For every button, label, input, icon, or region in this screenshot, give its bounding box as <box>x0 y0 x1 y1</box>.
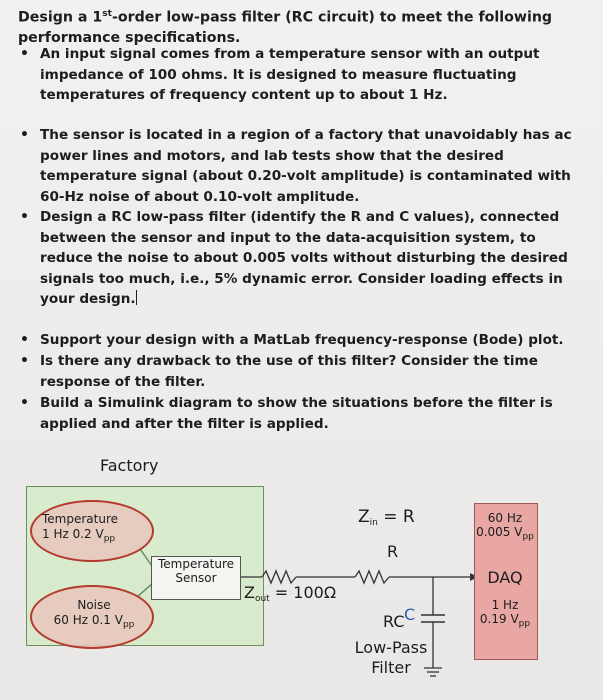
temperature-source-label: Temperature 1 Hz 0.2 $V_{pp}$ <box>42 512 119 544</box>
noise-connector <box>138 584 152 596</box>
factory-label: Factory <box>100 456 159 475</box>
list-item: • Build a Simulink diagram to show the situations before the filter is applied and after the filter is applied. <box>18 393 588 435</box>
rc-label: RC <box>383 612 405 631</box>
c-label: C <box>404 605 416 624</box>
list-item: • The sensor is located in a region of a factory that unavoidably has ac power lines and motors, and lab tests show that the desired temperature signal (about 0.20-volt amplitude) is contaminated with 60-Hz noise of about 0.10-volt amplitude. <box>18 125 588 207</box>
noise-source-label: Noise 60 Hz 0.1 $V_{pp}$ <box>53 598 135 630</box>
r-label: R <box>387 542 399 561</box>
list-item: • Is there any drawback to the use of this filter? Consider the time response of the filter. <box>18 351 588 393</box>
problem-title: Design a 1st-order low-pass filter (RC circuit) to meet the following performance specifications. <box>18 9 553 46</box>
temperature-sensor-block: Temperature Sensor <box>151 556 241 600</box>
daq-label: DAQ <box>487 568 523 587</box>
list-item: • An input signal comes from a temperature sensor with an output impedance of 100 ohms. It is designed to measure fluctuating temperatures of frequency content up to about 1 Hz. <box>18 44 588 125</box>
filter-label: Low-Pass Filter <box>354 638 428 677</box>
list-item: • Support your design with a MatLab frequency-response (Bode) plot. <box>18 330 588 351</box>
zout-label: $Z_{out} = 100\Omega$ <box>244 583 337 604</box>
list-item-text: Design a RC low-pass filter (identify the R and C values), connected between the sensor and input to the data-acquisition system, to reduce the noise to about 0.005 volts without disturbing the desired signals too much, i.e., 5% dynamic error. Consider loading effects in your design. <box>40 209 568 307</box>
r-resistor-symbol <box>355 571 389 583</box>
zin-label: $Z_{in} = R$ <box>358 507 415 528</box>
daq-noise-level: 60 Hz 0.005 $V_{pp}$ <box>476 511 534 542</box>
daq-signal-level: 1 Hz 0.19 $V_{pp}$ <box>479 598 531 629</box>
zout-resistor-symbol <box>262 571 296 583</box>
